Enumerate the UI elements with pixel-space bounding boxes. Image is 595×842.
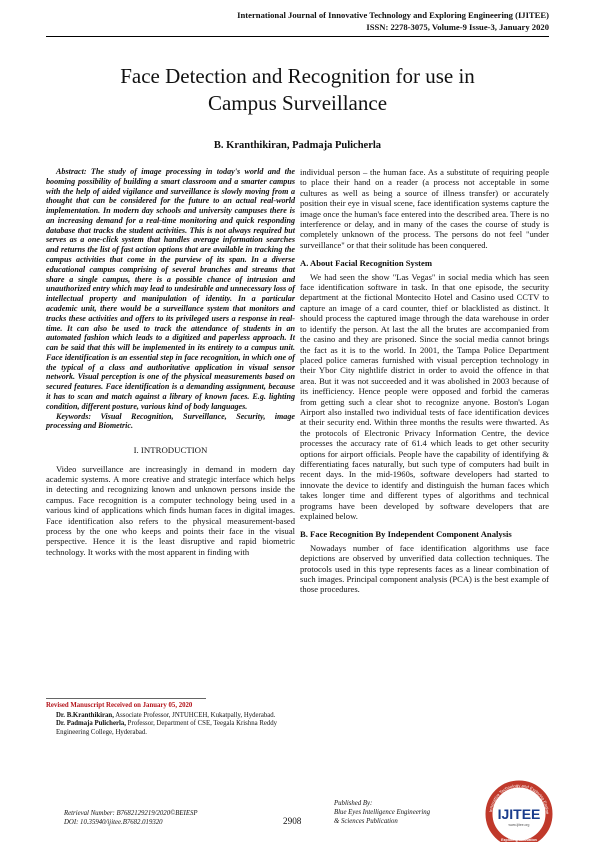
author1-name: Dr. B.Kranthikiran, [56,711,114,719]
journal-name: International Journal of Innovative Technology and Exploring Engineering (IJITEE) [237,10,549,20]
publisher-line1: Blue Eyes Intelligence Engineering [334,808,431,816]
logo-url: www.ijitee.org [508,823,530,827]
footnotes [46,702,295,737]
body-paragraph-3: Nowadays number of face identification algorithms use face depictions are observed by unverified data collection techniques. The protocols used in this type represents faces as a linear combination of such images. Principal component analysis (PCA) is the best example of those procedures. [300,542,549,595]
footer-identifiers [64,810,198,828]
keywords: Keywords: Visual Recognition, Surveillance, Security, image processing and Biometric. [46,411,295,431]
doi: DOI: 10.35940/ijitee.B7682.019320 [64,818,163,826]
manuscript-received: Revised Manuscript Received on January 05, 2020 [46,702,193,709]
paper-authors: B. Kranthikiran, Padmaja Pulicherla [213,140,382,151]
author2-affiliation [46,720,295,737]
logo-tagline: Exploring Innovation [501,838,537,842]
page-number: 2908 [283,816,302,826]
body-paragraph-1: individual person – the human face. As a substitute of requiring people to place their hand on a reader (a process not acceptable in some cultures as well as being a source of illness transfer) or accurately position their eye in visual scene, face identification systems capture the image once the human's face entered into the described area. There is no interference or delay, and in many of the cases the course of study is completely unknown of the process. The persons do not feel "under surveillance" or that their solitude has been conquered. [300,167,549,250]
publisher-line2: & Sciences Publication [334,817,398,825]
logo-ring-text: Innovative Technology and Exploring Engine [488,782,551,815]
journal-header [237,10,549,33]
footer-publisher [334,800,430,826]
abstract: Abstract: The study of image processing in today's world and the booming possibility of building a smart classroom and a smarter campus with the help of aided vigilance and surveillance is slowly moving from a thought that can be considered for the future to an actual real-world implementation. In modern day schools and university campuses there is an increasing demand for a real-time monitoring and quick responding database that tracks the student activities. This is not always required but serves as a one-click system that handles average information searches and returns the list of fast action options that are available in tracking the campus activities that come in the purview of its span. In a diverse educational campus comprising of several branches and streams that share a single campus, there is a possible chance of intrusion and unauthorized entry which may lead to undesirable and unnecessary loss of intellectual property and manipulation of identity. In a particular academic unit, there would be a surveillance system that monitors and tracks these activities and offers to its privileged users a response in real-time. It can also be used to track the attendance of students in an automated fashion which leads to a digitized and paperless approach. It can be said that this will be implemented in its entirety to a campus unit. Face identification is an essential step in face recognition, in which one of the typical of a class and authoritative application in visual sensor network. Visual perception is one of the physical measurements based on secured features. Face identification is a demanding assignment, because it has to scan and match against a library of known faces. E.g. lighting condition, different posture, various kind of body languages. [46,167,295,411]
ijitee-logo [484,776,554,842]
published-by: Published By: [334,800,373,807]
body-paragraph-2: We had seen the show "Las Vegas" in social media which has seen face identification software in task. In that one episode, the security department at the fictional Montecito Hotel and Casino used CCTV to capture an image of a card counter, thief or blacklisted as distinct. It should process the captured image through the data warehouse in order to identify the person. At last the all the brutes are accompanied from the casino and they are prisoned. Since the social media cannot brings the fact as it is to the world. In 2001, the Tampa Police Department placed police cameras furnished with visual perception technology in their Ybor City nightlife district in order to avoid the offence in that area. But it was not succeeded and it was abolished in 2003 because of its inefficiency. Hence people were opposed and forbid the cameras from getting such a clear shot to recognize anyone. Boston's Logan Airport also installed two individual tests of face identification devices at their security end. Within three months the results were thwarted. As the protocols of Electronic Privacy Information Centre, the device processes the accuracy rate of 61.4 which leads to get other security options for airport officials. People have the capability of identifying & differentiating faces naturally, but such type of computers had built in recent days. In the mid-1960s, software developers had started to innovate the device to identify and distinguish the human faces which takes longer time and different types of algorithms and technical programs have been developed by software developers that are explained below. [300,271,549,521]
retrieval-number: Retrieval Number: B7682129219/2020©BEIESP [64,810,198,817]
header-rule [46,36,549,37]
author1-affiliation [46,712,295,721]
introduction-text: Video surveillance are increasingly in demand in modern day academic systems. A more creative and strategic interface which helps in detecting and recognizing known and unknown persons inside the campus. Face recognition is a computer technology being used in a various kind of applications which finds human faces in digital images. Face identification also refers to the physical measurement-based process by the one who keeps and points their face in the visual perspective. Hence it is the least disruptive and rapid biometric technology. It works with the most apparent in finding with [46,463,295,557]
author1-aff-text: Associate Professor, JNTUHCEH, Kukatpally, Hyderabad. [113,711,276,719]
left-column [46,167,295,557]
logo-name: IJITEE [497,806,541,822]
subsection-heading-b: B. Face Recognition By Independent Component Analysis [300,529,512,540]
section-heading-introduction: I. INTRODUCTION [133,445,208,456]
paper-title-line2: Campus Surveillance [207,91,388,115]
subsection-heading-a: A. About Facial Recognition System [300,258,433,269]
author2-name: Dr. Padmaja Pulicherla, [56,720,126,728]
journal-issn: ISSN: 2278-3075, Volume-9 Issue-3, January 2020 [366,21,549,32]
paper-title-line1: Face Detection and Recognition for use in [120,64,475,88]
footnote-rule [46,698,206,699]
author2-aff-text: Professor, Department of CSE, Teegala Krishna Reddy Engineering College, Hyderabad. [56,720,278,736]
paper-title [60,63,535,117]
right-column [300,167,549,595]
